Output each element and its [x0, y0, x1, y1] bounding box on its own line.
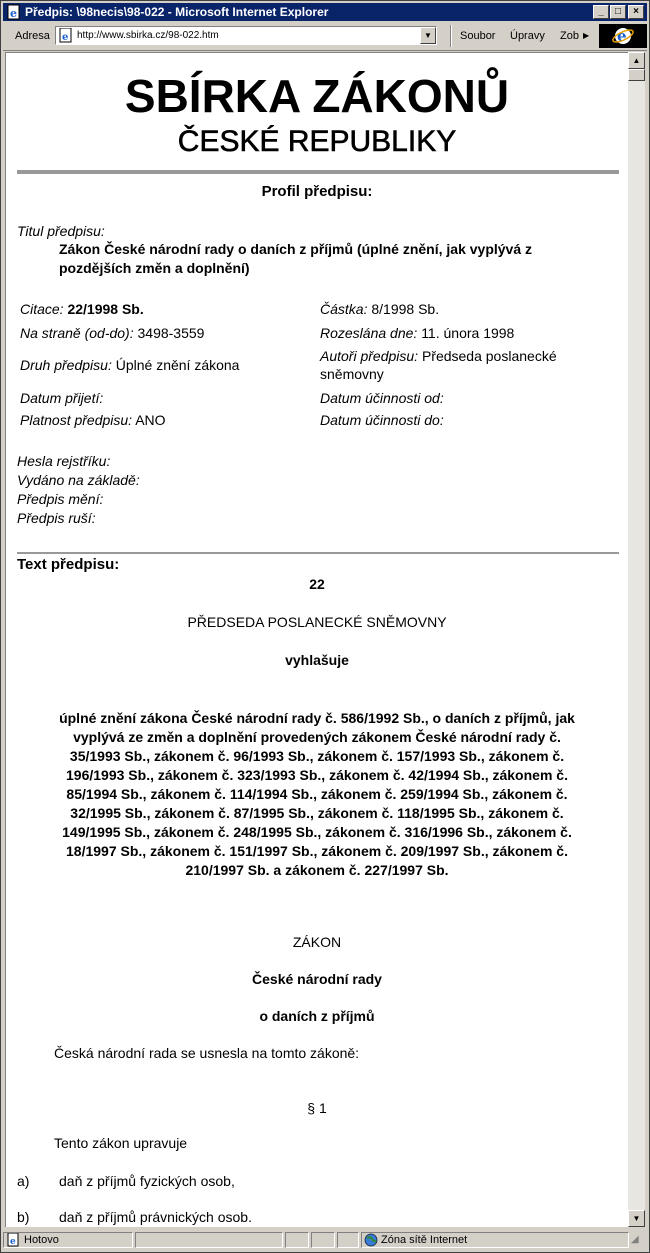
menu-edit[interactable]: Úpravy — [510, 30, 545, 42]
menu-view[interactable]: Zob — [560, 30, 579, 42]
document-number: 22 — [309, 576, 325, 592]
page-title: SBÍRKA ZÁKONŮ — [124, 70, 510, 122]
rusi-label: Předpis ruší: — [17, 510, 96, 526]
title-line-1: Zákon České národní rady o daních z příjmů (úplné znění, jak vyplývá z — [59, 241, 533, 257]
citace-field: Citace: 22/1998 Sb. — [20, 301, 144, 317]
scroll-down-button[interactable]: ▼ — [628, 1210, 645, 1227]
declaration-line: 35/1993 Sb., zákonem č. 96/1993 Sb., zákonem č. 157/1993 Sb., zákonem č. — [69, 748, 565, 764]
status-panel-small-2 — [311, 1232, 335, 1248]
zone-text: Zóna sítě Internet — [381, 1234, 468, 1246]
section-intro: Tento zákon upravuje — [54, 1135, 188, 1151]
status-panel-small-3 — [337, 1232, 359, 1248]
address-label: Adresa — [15, 30, 50, 42]
declaration-line: vyplývá ze změn a doplnění provedených zákonem České národní rady č. — [73, 729, 561, 745]
svg-text:e: e — [617, 27, 627, 45]
declaration-line: 210/1997 Sb. a zákonem č. 227/1997 Sb. — [185, 862, 449, 878]
hesla-label: Hesla rejstříku: — [17, 453, 111, 469]
declaration-paragraph — [6, 709, 628, 880]
declaration-line: 149/1995 Sb., zákonem č. 248/1995 Sb., zákonem č. 316/1996 Sb., zákonem č. — [62, 824, 572, 840]
castka-field: Částka: 8/1998 Sb. — [320, 301, 440, 317]
strana-field: Na straně (od-do): 3498-3559 — [20, 325, 205, 341]
ucinnost-do-label: Datum účinnosti do: — [320, 412, 444, 428]
toolbar-separator — [450, 25, 452, 47]
declaration-line: úplné znění zákona České národní rady č. 586/1992 Sb., o daních z příjmů, jak — [59, 710, 575, 726]
druh-field: Druh předpisu: Úplné znění zákona — [20, 357, 240, 373]
resize-grip-icon[interactable]: ◢ — [631, 1234, 639, 1245]
ie-page-icon — [58, 28, 74, 43]
address-url: http://www.sbirka.cz/98-022.htm — [77, 30, 219, 41]
status-panel-zone — [361, 1232, 629, 1248]
title-label: Titul předpisu: — [17, 223, 105, 239]
item-a-text: daň z příjmů fyzických osob, — [59, 1173, 235, 1189]
address-dropdown-button[interactable]: ▼ — [420, 27, 436, 44]
status-panel-main — [3, 1232, 133, 1248]
page-subtitle: ČESKÉ REPUBLIKY — [177, 125, 457, 158]
internet-zone-globe-icon — [364, 1233, 378, 1247]
platnost-field: Platnost předpisu: ANO — [20, 412, 166, 428]
vydano-label: Vydáno na základě: — [17, 472, 140, 488]
svg-text:e: e — [62, 32, 69, 43]
title-line-2: pozdějších změn a doplnění) — [59, 260, 250, 276]
ie-logo-icon — [599, 24, 647, 48]
menu-overflow-chevron-icon[interactable]: ▶ — [583, 31, 590, 40]
item-a-label: a) — [17, 1173, 30, 1189]
status-panel-small-1 — [285, 1232, 309, 1248]
preamble: Česká národní rada se usnesla na tomto zákoně: — [54, 1045, 360, 1061]
address-toolbar — [3, 23, 647, 51]
declaration-line: 85/1994 Sb., zákonem č. 114/1994 Sb., zákonem č. 259/1994 Sb., zákonem č. — [66, 786, 568, 802]
scroll-thumb[interactable] — [628, 69, 645, 81]
profile-heading: Profil předpisu: — [261, 183, 373, 200]
title-bar[interactable] — [3, 3, 647, 21]
status-panel-progress — [135, 1232, 283, 1248]
address-field[interactable] — [55, 26, 437, 45]
section-number: § 1 — [307, 1100, 327, 1116]
issuer: PŘEDSEDA POSLANECKÉ SNĚMOVNY — [187, 614, 447, 630]
ucinnost-od-label: Datum účinnosti od: — [320, 390, 444, 406]
window-title: Předpis: \98necis\98-022 - Microsoft Internet Explorer — [25, 5, 329, 19]
svg-text:e: e — [10, 7, 17, 20]
declares: vyhlašuje — [285, 652, 349, 668]
declaration-line: 196/1993 Sb., zákonem č. 323/1993 Sb., zákonem č. 42/1994 Sb., zákonem č. — [66, 767, 568, 783]
meni-label: Předpis mění: — [17, 491, 104, 507]
maximize-button[interactable]: □ — [610, 5, 626, 19]
declaration-line: 32/1995 Sb., zákonem č. 87/1995 Sb., zákonem č. 118/1995 Sb., zákonem č. — [70, 805, 564, 821]
ie-page-icon — [6, 1233, 20, 1247]
svg-text:e: e — [10, 1237, 16, 1247]
minimize-button[interactable]: _ — [593, 5, 609, 19]
item-b-label: b) — [17, 1209, 30, 1225]
council-heading: České národní rady — [252, 971, 382, 987]
ie-logo-throbber — [599, 24, 647, 48]
ie-page-icon — [6, 4, 22, 20]
law-heading: ZÁKON — [292, 934, 342, 950]
item-b-text: daň z příjmů právnických osob. — [59, 1209, 252, 1225]
subject-heading: o daních z příjmů — [259, 1008, 375, 1024]
autori-field: Autoři předpisu: Předseda poslanecké — [320, 348, 557, 364]
section-divider — [17, 552, 619, 554]
text-heading: Text předpisu: — [17, 556, 120, 573]
page-content — [5, 52, 628, 1227]
status-text: Hotovo — [24, 1234, 59, 1246]
scroll-up-button[interactable]: ▲ — [628, 52, 645, 69]
close-button[interactable]: × — [628, 5, 644, 19]
header-divider — [17, 170, 619, 174]
rozeslana-field: Rozeslána dne: 11. února 1998 — [320, 325, 515, 341]
vertical-scrollbar[interactable] — [628, 52, 645, 1227]
prijeti-label: Datum přijetí: — [20, 390, 104, 406]
declaration-line: 18/1997 Sb., zákonem č. 151/1997 Sb., zákonem č. 209/1997 Sb., zákonem č. — [66, 843, 568, 859]
autori-field-continued: sněmovny — [320, 366, 384, 382]
status-bar — [3, 1230, 647, 1250]
menu-file[interactable]: Soubor — [460, 30, 496, 42]
